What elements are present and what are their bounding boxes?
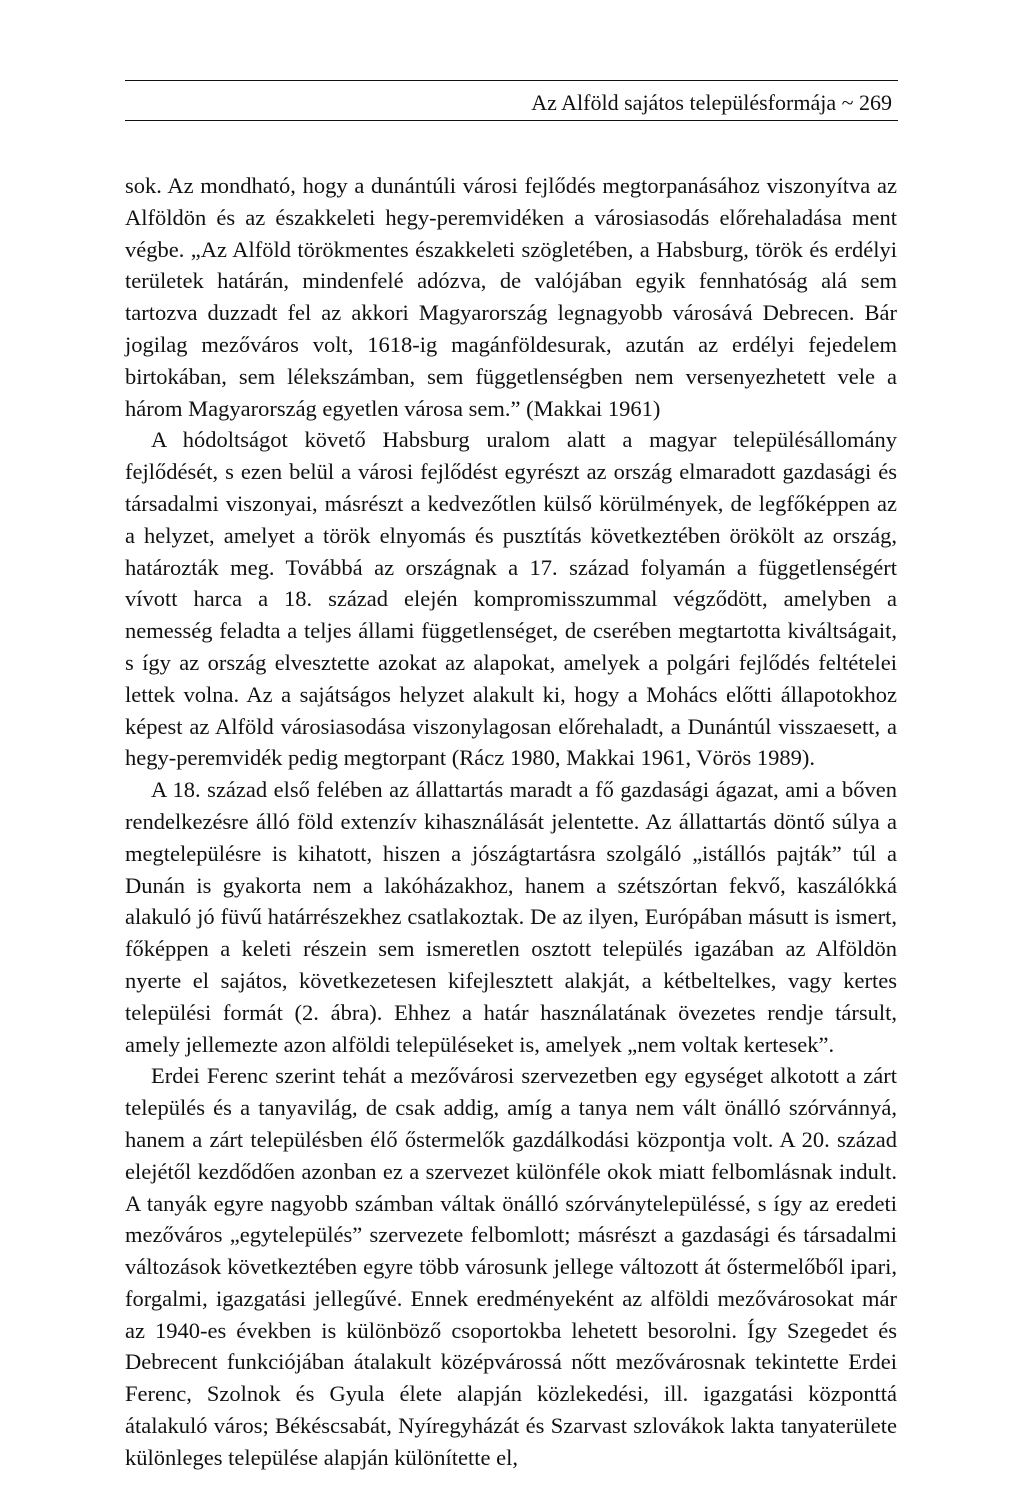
page-number: 269 [859,90,892,115]
paragraph-continued: sok. Az mondható, hogy a dunántúli városi fejlődés megtorpanásához viszonyítva az Alföldön és az északkeleti hegy-peremvidéken a városiasodás előrehaladása ment végbe. „Az Alföld törökmentes északkeleti szögletében, a Habsburg, török és erdélyi területek határán, mindenfelé adózva, de valójában egyik fennhatóság alá sem tartozva duzzadt fel az akkori Magyarország legnagyobb városává Debrecen. Bár jogilag mezőváros volt, 1618-ig magánföldesurak, azután az erdélyi fejedelem birtokában, sem lélekszámban, sem függetlenségben nem versenyezhetett vele a három Magyarország egyetlen városa sem.” (Makkai 1961) [125,173,897,421]
paragraph: A hódoltságot követő Habsburg uralom alatt a magyar településállomány fejlődését, s ezen belül a városi fejlődést egyrészt az ország elmaradott gazdasági és társadalmi viszonyai, másrészt a kedvezőtlen külső körülmények, de legfőképpen az a helyzet, amelyet a török elnyomás és pusztítás következtében örökölt az ország, határozták meg. Továbbá az országnak a 17. század folyamán a függetlenségért vívott harca a 18. század elején kompromisszummal végződött, amelyben a nemesség feladta a teljes állami függetlenséget, de cserében megtartotta kiváltságait, s így az ország elvesztette azokat az alapokat, amelyek a polgári fejlődés feltételei lettek volna. Az a sajátságos helyzet alakult ki, hogy a Mohács előtti állapotokhoz képest az Alföld városiasodása viszonylagosan előrehaladt, a Dunántúl visszaesett, a hegy-peremvidék pedig megtorpant (Rácz 1980, Makkai 1961, Vörös 1989). [125,427,897,771]
title-separator: ~ [841,90,854,115]
paragraph: A 18. század első felében az állattartás maradt a fő gazdasági ágazat, ami a bőven rendelkezésre álló föld extenzív kihasználását jelentette. Az állattartás döntő súlya a megtelepülésre is kihatott, hiszen a jószágtartásra szolgáló „istállós pajták” túl a Dunán is gyakorta nem a lakóházakhoz, hanem a szétszórtan fekvő, kaszálókká alakuló jó füvű határrészekhez csatlakoztak. De az ilyen, Európában másutt is ismert, főképpen a keleti részein sem ismeretlen osztott település igazában az Alföldön nyerte el sajátos, következetesen kifejlesztett alakját, a kétbeltelkes, vagy kertes települési formát (2. ábra). Ehhez a határ használatának övezetes rendje társult, amely jellemezte azon alföldi településeket is, amelyek „nem voltak kertesek”. [125,777,897,1057]
header-bottom-rule [125,120,898,121]
page-body [125,170,897,1474]
paragraph: Erdei Ferenc szerint tehát a mezővárosi szervezetben egy egységet alkotott a zárt település és a tanyavilág, de csak addig, amíg a tanya nem vált önálló szórvánnyá, hanem a zárt településben élő őstermelők gazdálkodási központja volt. A 20. század elejétől kezdődően azonban ez a szervezet különféle okok miatt felbomlásnak indult. A tanyák egyre nagyobb számban váltak önálló szórványtelepüléssé, s így az eredeti mezőváros „egytelepülés” szervezete felbomlott; másrészt a gazdasági és társadalmi változások következtében egyre több városunk jellege változott át őstermelőből ipari, forgalmi, igazgatási jellegűvé. Ennek eredményeként az alföldi mezővárosokat már az 1940-es években is különböző csoportokba lehetett besorolni. Így Szegedet és Debrecent funkciójában átalakult középvárossá nőtt mezővárosnak tekintette Erdei Ferenc, Szolnok és Gyula élete alapján közlekedési, ill. igazgatási központtá átalakuló város; Békéscsabát, Nyíregyházát és Szarvast szlovákok lakta tanyaterülete különleges települése alapján különítette el, [125,1063,897,1470]
header-top-rule [125,80,898,81]
running-header [125,80,898,122]
running-title: Az Alföld sajátos településformája [531,90,837,115]
header-text [531,91,892,115]
